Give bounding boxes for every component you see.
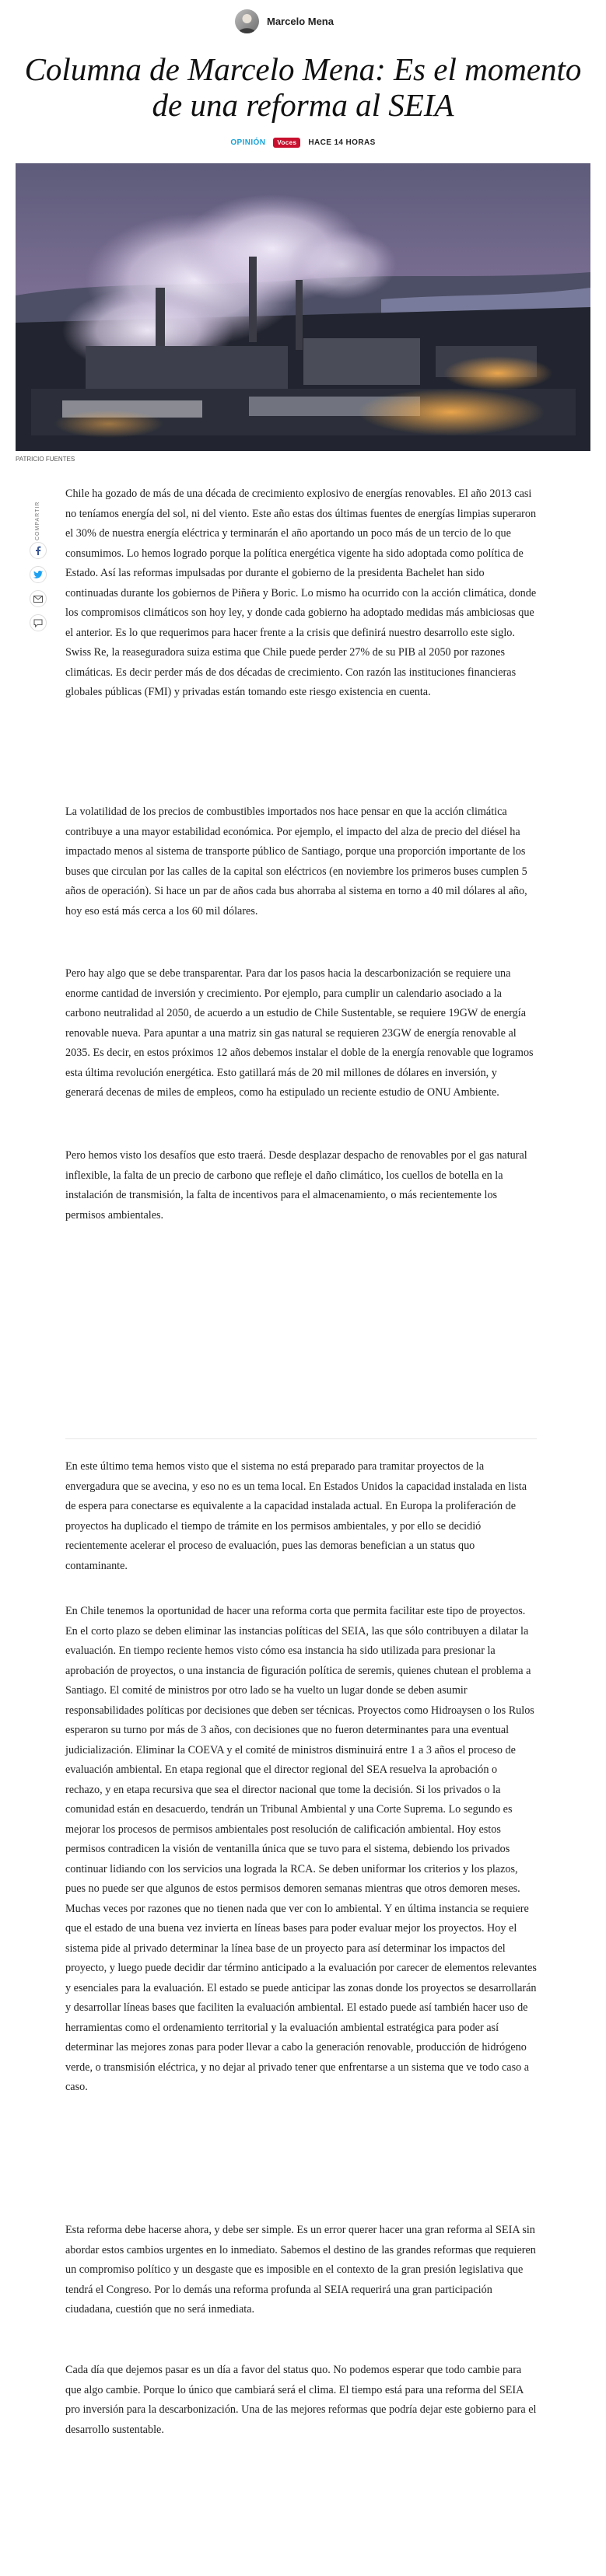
share-label: COMPARTIR — [35, 501, 40, 540]
article-meta — [0, 138, 606, 148]
hero-image — [16, 163, 590, 451]
facebook-icon — [34, 546, 42, 555]
article-title: Columna de Marcelo Mena: Es el momento de una reforma al SEIA — [24, 51, 582, 123]
comments-button[interactable] — [30, 614, 47, 631]
article-paragraph: Pero hemos visto los desafíos que esto traerá. Desde desplazar despacho de renovables por el gas natural inflexible, la falta de un precio de carbono que refleje el daño climático, los cuellos de botella en la instalación de transmisión, la falta de incentivos para el almacenamiento, o más recientemente los permisos ambientales. — [65, 1149, 527, 1222]
category-label[interactable]: OPINIÓN — [230, 138, 266, 147]
article-paragraph: Cada día que dejemos pasar es un día a favor del status quo. No podemos esperar que todo cambie para que algo cambie. Porque lo único que cambiará será el clima. El tiempo está para una reforma del SEIA pro inversión para la descarbonización. Una de las mejores reformas que podría dejar este gobierno para el desarrollo sustentable. — [65, 2364, 537, 2436]
article-paragraph: La volatilidad de los precios de combustibles importados nos hace pensar en que la acción climática contribuye a una mayor estabilidad económica. Por ejemplo, el impacto del alza de precio del diésel ha impactado menos al sistema de transporte público de Santiago, porque una proporción importante de los buses que circulan por las calles de la capital son eléctricos (en noviembre los primeros buses cumplen 5 años de operación). Si hace un par de años cada bus ahorraba al sistema en torno a 40 mil dólares al año, hoy eso está más cerca a los 60 mil dólares. — [65, 806, 527, 918]
article-paragraph: Pero hay algo que se debe transparentar. Para dar los pasos hacia la descarbonización se requiere una enorme cantidad de inversión y crecimiento. Por ejemplo, para cumplir un calendario asociado a la carbono neutralidad al 2050, de acuerdo a un estudio de Chile Sustentable, se requiere 19GW de energía renovable nueva. Para apuntar a una matriz sin gas natural se requieren 23GW de energía renovable al 2035. Es decir, en estos próximos 12 años debemos instalar el doble de la energía renovable que logramos esta última revolución energética. Esto gatillará más de 20 mil millones de dólares en inversión, y generará decenas de miles de empleos, como ha estipulado un reciente estudio de ONU Ambiente. — [65, 967, 534, 1099]
email-icon — [33, 596, 43, 603]
article-paragraph: En este último tema hemos visto que el sistema no está preparado para tramitar proyectos de la envergadura que se avecina, y eso no es un tema local. En Estados Unidos la capacidad instalada en lista de espera para conectarse es equivalente a la capacidad instalada actual. En Europa la proliferación de proyectos ha duplicado el tiempo de trámite en los permisos ambientales, y por ello se decidió recientemente acelerar el proceso de evaluación, pues las demoras benefician a un status quo contaminante. — [65, 1460, 527, 1572]
share-email-button[interactable] — [30, 590, 47, 607]
author-chip[interactable] — [235, 9, 334, 33]
author-name[interactable]: Marcelo Mena — [267, 16, 334, 27]
content-divider — [65, 1438, 537, 1439]
comments-icon — [33, 619, 43, 627]
article-paragraph: Esta reforma debe hacerse ahora, y debe ser simple. Es un error querer hacer una gran reforma al SEIA sin abordar estos cambios urgentes en lo inmediato. Sabemos el destino de las grandes reformas que requieren un compromiso político y un desgaste que es imposible en el contexto de la gran presión legislativa que tendrá el Congreso. Por lo demás una reforma profunda al SEIA requerirá una gran participación ciudadana, cuestión que no será inmediata. — [65, 2224, 536, 2316]
share-twitter-button[interactable] — [30, 566, 47, 583]
publish-time: HACE 14 HORAS — [308, 138, 376, 147]
section-badge[interactable]: Voces — [273, 138, 300, 148]
person-icon — [235, 9, 259, 33]
twitter-icon — [33, 571, 43, 578]
article-paragraph: Chile ha gozado de más de una década de crecimiento explosivo de energías renovables. El año 2013 casi no teníamos energía del sol, ni del viento. Este año estas dos últimas fuentes de energías limpias superaron el 30% de nuestra energía eléctrica y terminarán el año aportando un poco más de un tercio de lo que consumimos. Lo hemos logrado porque la política energética vigente ha sido adoptada como política de Estado. Así las reformas impulsadas por durante el gobierno de la presidenta Bachelet han sido continuadas durante los gobiernos de Piñera y Boric. Lo mismo ha ocurrido con la acción climática, donde los compromisos climáticos son hoy ley, y donde cada gobierno ha adoptado medidas más ambiciosas que el anterior. Es lo que requerimos para hacer frente a la crisis que definirá nuestro desarrollo este siglo. Swiss Re, la reaseguradora suiza estima que Chile puede perder 27% de su PIB al 2050 por razones climáticas. Es decir perder más de dos décadas de crecimiento. Con razón las instituciones financieras globales públicas (FMI) y privadas están tomando este riesgo existencia en cuenta. — [65, 488, 537, 698]
author-avatar[interactable] — [235, 9, 259, 33]
article-paragraph: En Chile tenemos la oportunidad de hacer una reforma corta que permita facilitar este tipo de proyectos. En el corto plazo se deben eliminar las instancias políticas del SEIA, las que sólo contribuyen a dilatar la evaluación. En tiempo reciente hemos visto cómo esa instancia ha sido utilizada para presionar la aprobación de proyectos, o una instancia de figuración política de seremis, quienes chutean el problema a Santiago. El comité de ministros por otro lado se ha vuelto un lugar donde se deben asumir responsabilidades políticas por decisiones que deben ser técnicas. Proyectos como Hidroaysen o los Rulos esperaron su turno por más de 3 años, con decisiones que no fueron determinantes para una eventual judicialización. Eliminar la COEVA y el comité de ministros disminuirá entre 1 a 3 años el proceso de evaluación ambiental. En etapa regional que el director regional del SEA resuelva la aprobación o rechazo, y en etapa recursiva que sea el director nacional que tome la decisión. Si los privados o la comunidad están en desacuerdo, tendrán un Tribunal Ambiental y una Corte Suprema. Lo segundo es mejorar los procesos de permisos ambientales post resolución de calificación ambiental. Hoy estos permisos contradicen la visión de ventanilla única que se tuvo para el sistema, debiendo los privados continuar lidiando con los servicios una lograda la RCA. Se deben uniformar los criterios y los plazos, pues no puede ser que algunos de estos permisos demoren semanas mientras que otros demoren meses. Muchas veces por razones que no tienen nada que ver con lo ambiental. Y en última instancia se requiere que el estado de una buena vez invierta en líneas bases para poder evaluar mejor los proyectos. Hoy el sistema pide al privado determinar la línea base de un proyecto para así determinar los impactos del proyecto, y luego puede decidir dar término anticipado a la evaluación por carecer de elementos relevantes y esenciales para la evaluación. El estado se puede anticipar las zonas donde los proyectos se desarrollarán y desarrollar líneas bases que faciliten la evaluación ambiental. El estado puede así también hacer uso de herramientas como el ordenamiento territorial y la evaluación ambiental estratégica para poder así determinar las mejores zonas para poder llevar a cabo la generación renovable, producción de hidrógeno verde, o transmisión eléctrica, y no dejar al privado tener que enfrentarse a un sistema que ve todo caso a caso. — [65, 1605, 537, 2093]
share-facebook-button[interactable] — [30, 542, 47, 559]
top-bar — [0, 0, 606, 40]
photo-credit: PATRICIO FUENTES — [16, 456, 75, 463]
